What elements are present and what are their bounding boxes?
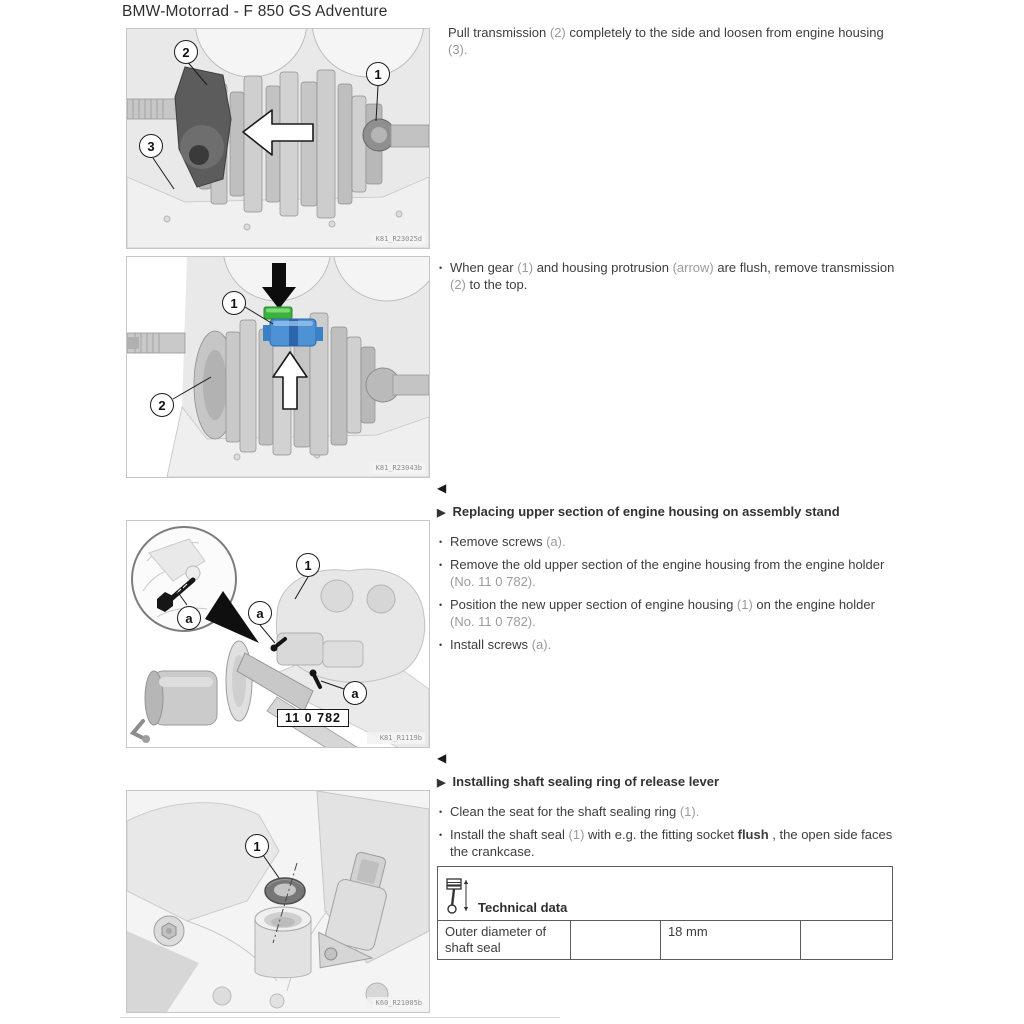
text-segment: Remove screws [450,534,547,549]
list-item-text [450,804,699,819]
table-row [438,921,893,960]
text-segment: Pull transmission [448,25,550,40]
list-item [437,636,899,653]
paragraph [437,24,899,58]
section-heading-text: Replacing upper section of engine housing on assembly stand [452,504,840,519]
callout-label: 1 [304,557,312,573]
figure-code: K81_R23025d [373,235,425,244]
list-item [437,826,899,860]
technical-data-title: Technical data [478,900,568,915]
text-segment: (1). [679,804,700,819]
callout-a-inset [177,606,201,630]
illustration-panel-remove-transmission [126,256,430,478]
text-segment: Position the new upper section of engine housing [450,597,737,612]
text-segment: completely to the side and loosen from engine housing [565,25,884,40]
callout-2 [150,393,174,417]
callout-label: 3 [147,138,155,154]
table-cell-empty [571,921,661,960]
collapse-section-icon: ◀ [437,751,447,765]
bullet-icon: • [439,640,443,650]
bullet-icon: • [439,600,443,610]
section-heading [437,773,899,792]
text-segment: (2) [450,277,466,292]
callout-1 [366,62,390,86]
text-segment: flush [737,827,769,842]
list-item-text [450,637,551,652]
text-segment: Remove the old upper section of the engine housing from the engine holder [450,557,885,572]
figure-code: K81_R23043b [373,464,425,473]
list-item [437,556,899,590]
callout-label: a [185,610,193,626]
callout-2 [174,40,198,64]
text-segment: (1) [568,827,585,842]
callout-label: a [256,605,264,621]
text-segment: (No. 11 0 782). [450,614,536,629]
illustration-panel-pull-transmission [126,28,430,249]
callout-a-bottom [343,681,367,705]
text-segment: and housing protrusion [533,260,673,275]
callout-label: 1 [230,295,238,311]
table-cell-empty [800,921,892,960]
text-segment: (3). [448,42,468,57]
list-item [437,259,899,293]
callout-a-middle [248,601,272,625]
text-segment: Clean the seat for the shaft sealing ring [450,804,680,819]
callout-label: 1 [253,838,261,854]
section-heading [437,503,899,522]
callout-label: a [351,685,359,701]
bullet-icon: • [439,263,443,273]
text-segment: (2) [549,25,566,40]
technical-data-table [437,866,893,960]
text-segment: with e.g. the fitting socket [584,827,738,842]
list-item-text [450,260,894,292]
text-segment: Install the shaft seal [450,827,569,842]
page-title: BMW-Motorrad - F 850 GS Adventure [122,3,388,20]
list-item [437,803,899,820]
pull-transmission-drawing [127,29,429,248]
list-item-text [450,557,884,589]
text-segment: to the top. [465,277,528,292]
table-cell-label: Outer diameter of shaft seal [438,921,571,960]
bullet-icon: • [439,807,443,817]
text-segment: When gear [450,260,518,275]
sealing-ring-drawing [127,791,429,1012]
list-item-text [450,827,892,859]
bullet-icon: • [439,537,443,547]
section-marker-icon: ▶ [437,777,446,789]
text-segment: (1) [736,597,753,612]
callout-label: 2 [182,44,190,60]
callout-label: 1 [374,66,382,82]
text-segment: Install screws [450,637,532,652]
piston-measure-icon [445,877,469,917]
illustration-panel-sealing-ring [126,790,430,1013]
text-segment: (No. 11 0 782). [450,574,536,589]
list-item-text [450,534,566,549]
text-segment: , the open side faces the crankcase. [450,827,893,859]
figure-code: K81_R1119b [377,734,425,743]
list-item [437,596,899,630]
list-item-text [450,597,875,629]
bullet-icon: • [439,830,443,840]
table-cell-value: 18 mm [660,921,800,960]
callout-1 [245,834,269,858]
text-group-replacing-upper-section [437,481,899,659]
figure-code: K60_R21005b [373,999,425,1008]
text-segment: (arrow) [672,260,714,275]
page-bottom-divider [120,1017,560,1018]
illustration-panel-assembly-stand [126,520,430,748]
tool-number-label: 11 0 782 [277,709,349,727]
bullet-icon: • [439,560,443,570]
callout-label: 2 [158,397,166,413]
text-group-gear-flush [437,259,899,299]
text-group-installing-sealing-ring [437,751,899,960]
text-segment: (a). [546,534,566,549]
collapse-section-icon: ◀ [437,481,447,495]
callout-1 [222,291,246,315]
text-segment: (1) [517,260,534,275]
remove-transmission-drawing [127,257,429,477]
technical-data-header [438,867,893,921]
callout-1 [296,553,320,577]
section-marker-icon: ▶ [437,507,446,519]
section-heading-text: Installing shaft sealing ring of release lever [452,774,720,789]
text-group-pull-transmission [437,24,899,58]
text-segment: are flush, remove transmission [713,260,895,275]
list-item [437,533,899,550]
text-segment: on the engine holder [752,597,875,612]
callout-3 [139,134,163,158]
sealing-ring-part [265,878,305,904]
text-segment: (a). [531,637,552,652]
